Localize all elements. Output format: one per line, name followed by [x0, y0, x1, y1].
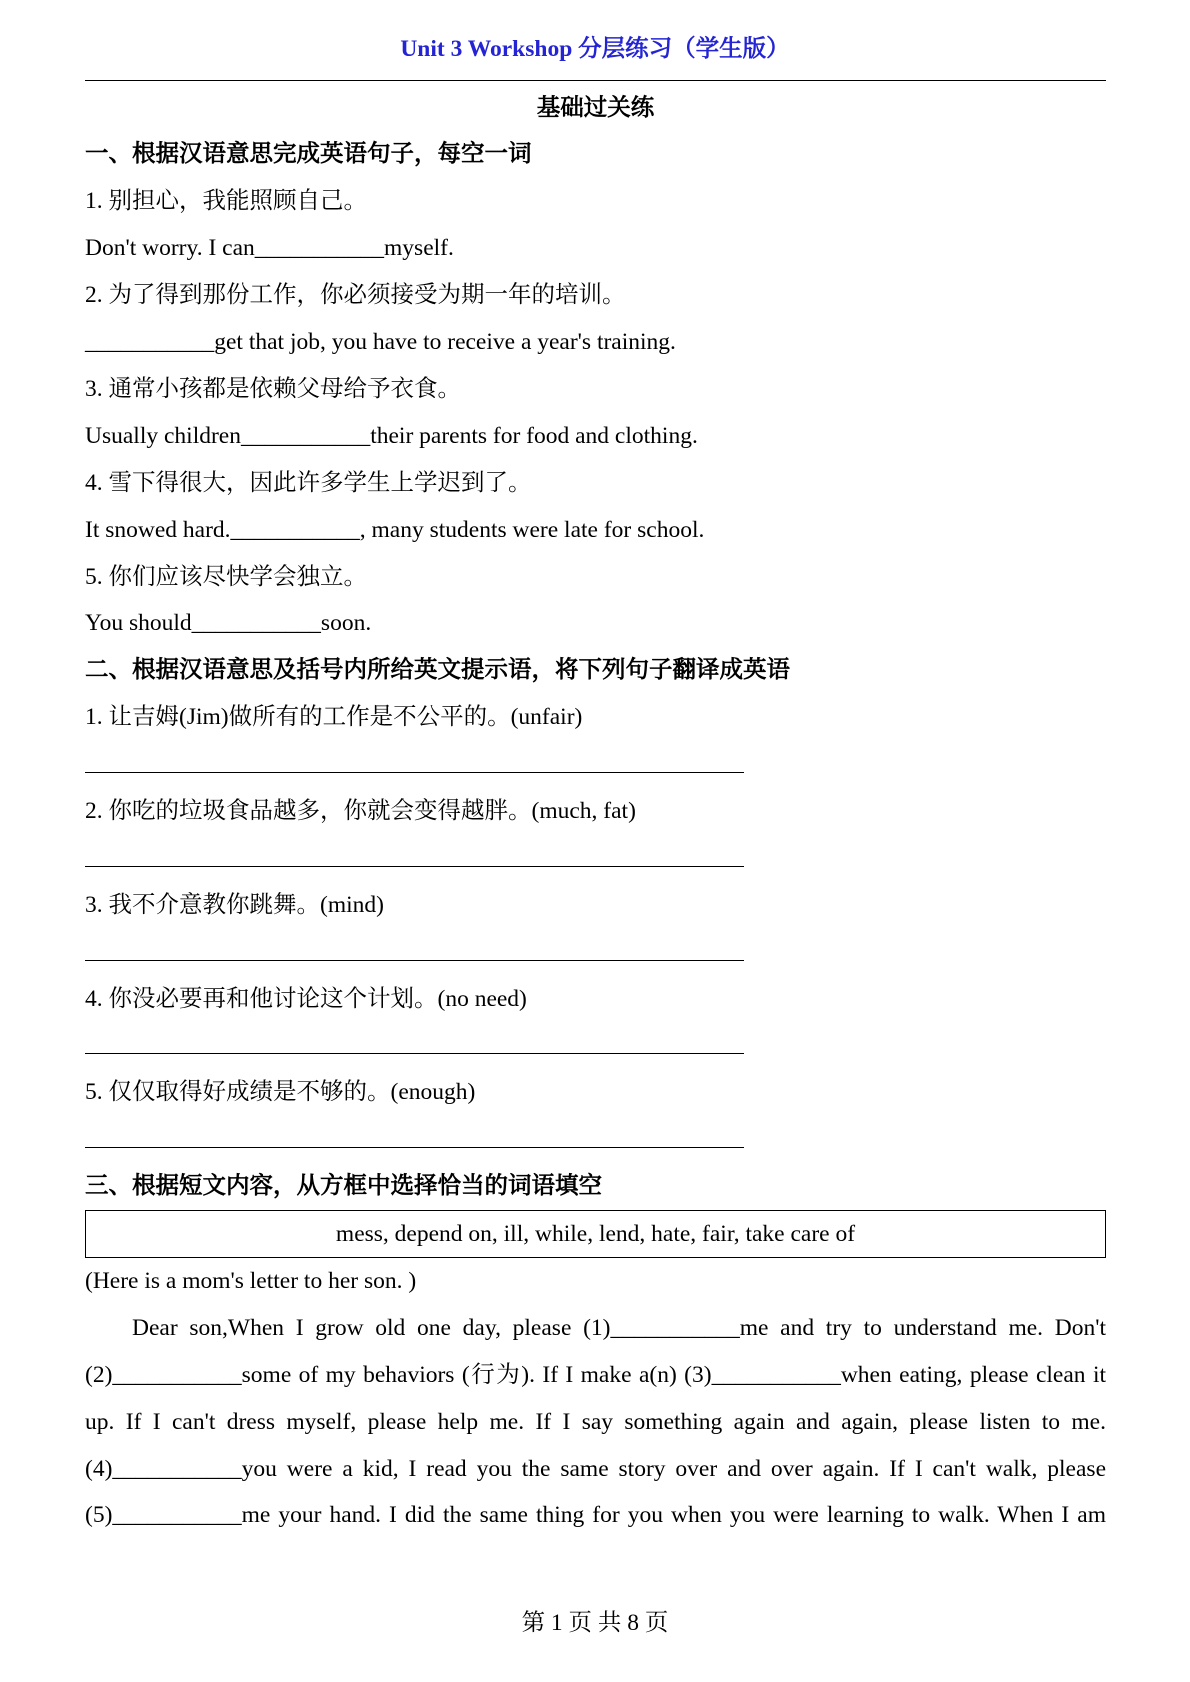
section1-item1-chinese: 1. 别担心，我能照顾自己。 — [85, 188, 367, 215]
passage-line: (4)___________you were a kid, I read you the same story over and over again. If I can't walk, please — [85, 1455, 1106, 1482]
section2-item1-answer — [85, 741, 1106, 788]
passage-intro: (Here is a mom's letter to her son. ) — [85, 1267, 417, 1294]
passage-line: (5)___________me your hand. I did the same thing for you when you were learning to walk. When I am — [85, 1502, 1106, 1529]
section1-item5-english: You should___________soon. — [85, 610, 372, 637]
level-title: 基础过关练 — [536, 94, 655, 121]
section2-item3-answer — [85, 929, 1106, 976]
section1-item2-english: ___________get that job, you have to receive a year's training. — [85, 329, 676, 356]
section1-item3-chinese: 3. 通常小孩都是依赖父母给予衣食。 — [85, 375, 461, 402]
section2-item2-answer — [85, 835, 1106, 882]
section2-item4-prompt: 4. 你没必要再和他讨论这个计划。(no need) — [85, 985, 527, 1012]
answer-line — [85, 1053, 744, 1054]
passage-line: (2)___________some of my behaviors (行为). If I make a(n) (3)___________when eating, please clean it — [85, 1361, 1106, 1388]
page-number: 第 1 页 共 8 页 — [521, 1610, 669, 1636]
section2-item1-prompt: 1. 让吉姆(Jim)做所有的工作是不公平的。(unfair) — [85, 704, 583, 731]
section2-heading: 二、根据汉语意思及括号内所给英文提示语，将下列句子翻译成英语 — [85, 657, 790, 684]
section1-item1-english: Don't worry. I can___________myself. — [85, 235, 454, 262]
section1-item4-chinese: 4. 雪下得很大，因此许多学生上学迟到了。 — [85, 469, 532, 496]
section2-item5-answer — [85, 1116, 1106, 1163]
answer-line — [85, 1147, 744, 1148]
section2-item2-prompt: 2. 你吃的垃圾食品越多，你就会变得越胖。(much, fat) — [85, 797, 636, 824]
section1-item2-chinese: 2. 为了得到那份工作，你必须接受为期一年的培训。 — [85, 282, 626, 309]
section1-heading: 一、根据汉语意思完成英语句子，每空一词 — [85, 141, 532, 168]
word-bank-box: mess, depend on, ill, while, lend, hate, fair, take care of — [85, 1210, 1106, 1258]
document-title: Unit 3 Workshop 分层练习（学生版） — [400, 36, 790, 62]
section3-heading: 三、根据短文内容，从方框中选择恰当的词语填空 — [85, 1173, 602, 1200]
section1-item3-english: Usually children___________their parents for food and clothing. — [85, 422, 698, 449]
answer-line — [85, 866, 744, 867]
passage-line: Dear son,When I grow old one day, please (1)___________me and try to understand me. Don't — [132, 1314, 1106, 1341]
worksheet-content — [85, 85, 1106, 1540]
section1-item4-english: It snowed hard.___________, many students were late for school. — [85, 516, 705, 543]
section2-item4-answer — [85, 1022, 1106, 1069]
answer-line — [85, 960, 744, 961]
section2-item3-prompt: 3. 我不介意教你跳舞。(mind) — [85, 891, 384, 918]
section2-item5-prompt: 5. 仅仅取得好成绩是不够的。(enough) — [85, 1079, 476, 1106]
section1-item5-chinese: 5. 你们应该尽快学会独立。 — [85, 563, 367, 590]
answer-line — [85, 772, 744, 773]
header-divider — [85, 80, 1106, 81]
passage-line: up. If I can't dress myself, please help me. If I say something again and again, please listen to me. — [85, 1408, 1106, 1435]
